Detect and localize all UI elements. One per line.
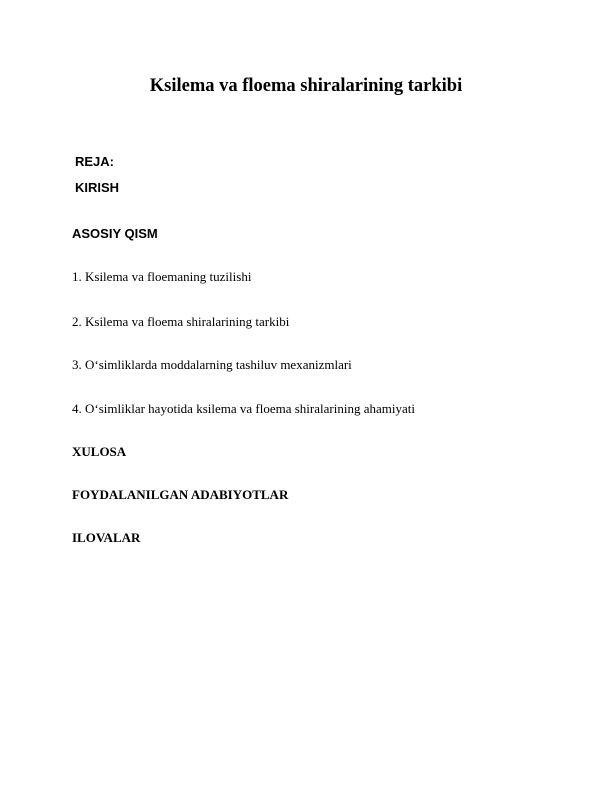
plan-heading: REJA: (75, 154, 115, 169)
plan-references: FOYDALANILGAN ADABIYOTLAR (72, 487, 289, 502)
plan-conclusion: XULOSA (72, 444, 127, 459)
plan-item-2: 2. Ksilema va floema shiralarining tarkibi (72, 314, 290, 329)
plan-main-part: ASOSIY QISM (72, 226, 158, 241)
plan-item-3: 3. O‘simliklarda moddalarning tashiluv mexanizmlari (72, 357, 352, 372)
plan-item-1: 1. Ksilema va floemaning tuzilishi (72, 269, 252, 284)
plan-appendices: ILOVALAR (72, 530, 141, 545)
plan-item-4: 4. O‘simliklar hayotida ksilema va floema shiralarining ahamiyati (72, 401, 415, 416)
plan-intro: KIRISH (75, 180, 120, 195)
document-title: Ksilema va floema shiralarining tarkibi (149, 76, 463, 96)
